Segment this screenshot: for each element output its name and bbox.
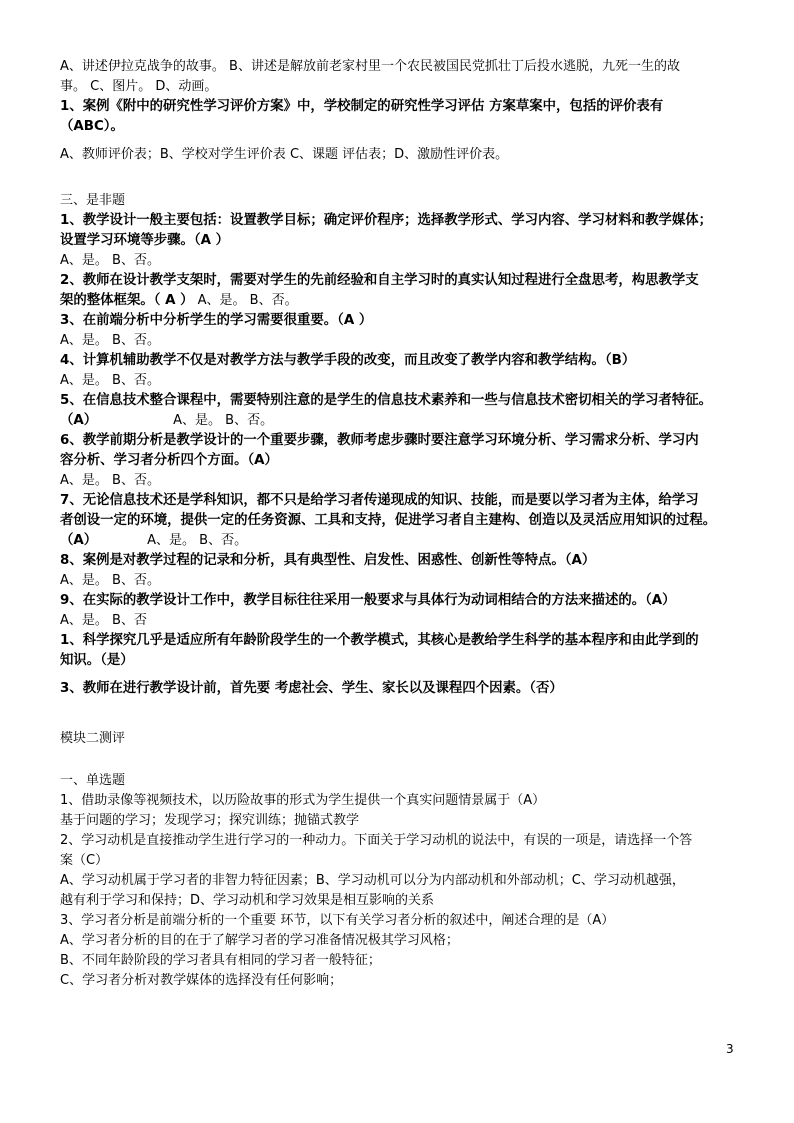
text-line: 2、学习动机是直接推动学生进行学习的一种动力。下面关于学习动机的说法中，有误的一项是，请选择一个答	[60, 833, 693, 848]
options-line: A、是。 B、否。	[60, 253, 160, 268]
text-line: A、讲述伊拉克战争的故事。 B、讲述是解放前老家村里一个农民被国民党抓壮丁后投水逃脱，九死一生的故	[60, 59, 680, 74]
question-line: 6、教学前期分析是教学设计的一个重要步骤，教师考虑步骤时要注意学习环境分析、学习需求分析、学习内	[60, 433, 699, 448]
page-number: 3	[726, 1042, 734, 1056]
question-line: 容分析、学习者分析四个方面。（A）	[60, 453, 278, 468]
options-line: A、是。 B、否。	[60, 573, 160, 588]
text-line: 案（C）	[60, 853, 109, 868]
question-line: （A）	[60, 413, 98, 428]
text-line: A、学习动机属于学习者的非智力特征因素；B、学习动机可以分为内部动机和外部动机；C、学习动机越强，	[60, 873, 685, 888]
question-line: 8、案例是对教学过程的记录和分析，具有典型性、启发性、困惑性、创新性等特点。（A）	[60, 553, 596, 568]
question-line: 者创设一定的环境，提供一定的任务资源、工具和支持，促进学习者自主建构、创造以及灵活应用知识的过程。	[60, 513, 717, 528]
question-line: 3、在前端分析中分析学生的学习需要很重要。（A ）	[60, 313, 373, 328]
question-line: 7、无论信息技术还是学科知识，都不只是给学习者传递现成的知识、技能，而是要以学习者为主体，给学习	[60, 493, 699, 508]
options-line: A、是。 B、否	[60, 613, 147, 628]
text-line: 事。 C、图片。 D、动画。	[60, 79, 218, 94]
options-line: A、是。 B、否。	[193, 293, 298, 308]
question-line: （ABC）。	[60, 119, 124, 134]
question-line: 设置学习环境等步骤。（A ）	[60, 233, 230, 248]
text-line: 越有利于学习和保持；D、学习动机和学习效果是相互影响的关系	[60, 893, 435, 908]
question-line: 知识。（是）	[60, 653, 134, 668]
question-line: 1、教学设计一般主要包括：设置教学目标；确定评价程序；选择教学形式、学习内容、学习材料和教学媒体；	[60, 213, 713, 228]
text-line: B、不同年龄阶段的学习者具有相同的学习者一般特征；	[60, 953, 381, 968]
text-line: A、学习者分析的目的在于了解学习者的学习准备情况极其学习风格；	[60, 933, 459, 948]
question-line: 1、科学探究几乎是适应所有年龄阶段学生的一个教学模式，其核心是教给学生科学的基本程序和由此学到的	[60, 633, 699, 648]
text-line: C、学习者分析对教学媒体的选择没有任何影响；	[60, 973, 343, 988]
options-line: A、是。 B、否。	[60, 373, 160, 388]
module-heading: 模块二测评	[60, 731, 126, 746]
text-line: 基于问题的学习；发现学习；探究训练；抛锚式教学	[60, 813, 360, 828]
question-line: 1、案例《附中的研究性学习评价方案》中，学校制定的研究性学习评估 方案草案中，包括的评价表有	[60, 99, 664, 114]
section-heading: 一、单选题	[60, 773, 126, 788]
question-line: 2、教师在设计教学支架时，需要对学生的先前经验和自主学习时的真实认知过程进行全盘思考，构思教学支	[60, 273, 699, 288]
question-line: 3、教师在进行教学设计前，首先要 考虑社会、学生、家长以及课程四个因素。（否）	[60, 681, 563, 696]
question-line: （A）	[60, 533, 98, 548]
text-line: 3、学习者分析是前端分析的一个重要 环节，以下有关学习者分析的叙述中，阐述合理的是（A）	[60, 913, 615, 928]
question-line: 4、计算机辅助教学不仅是对教学方法与教学手段的改变，而且改变了教学内容和教学结构。（B）	[60, 353, 636, 368]
question-line: 5、在信息技术整合课程中，需要特别注意的是学生的信息技术素养和一些与信息技术密切相关的学习者特征。	[60, 393, 713, 408]
options-line: A、是。 B、否。	[173, 413, 274, 428]
question-line: 9、在实际的教学设计工作中，教学目标往往采用一般要求与具体行为动词相结合的方法来描述的。（A）	[60, 593, 676, 608]
options-line: A、是。 B、否。	[60, 473, 160, 488]
options-line: A、是。 B、否。	[60, 333, 160, 348]
text-line: 1、借助录像等视频技术，以历险故事的形式为学生提供一个真实问题情景属于（A）	[60, 793, 546, 808]
question-line: 架的整体框架。（ A ）	[60, 293, 194, 308]
options-line: A、是。 B、否。	[147, 533, 248, 548]
document-body	[60, 57, 740, 991]
text-line: A、教师评价表；B、学校对学生评价表 C、课题 评估表；D、激励性评价表。	[60, 147, 509, 162]
section-heading: 三、是非题	[60, 193, 126, 208]
